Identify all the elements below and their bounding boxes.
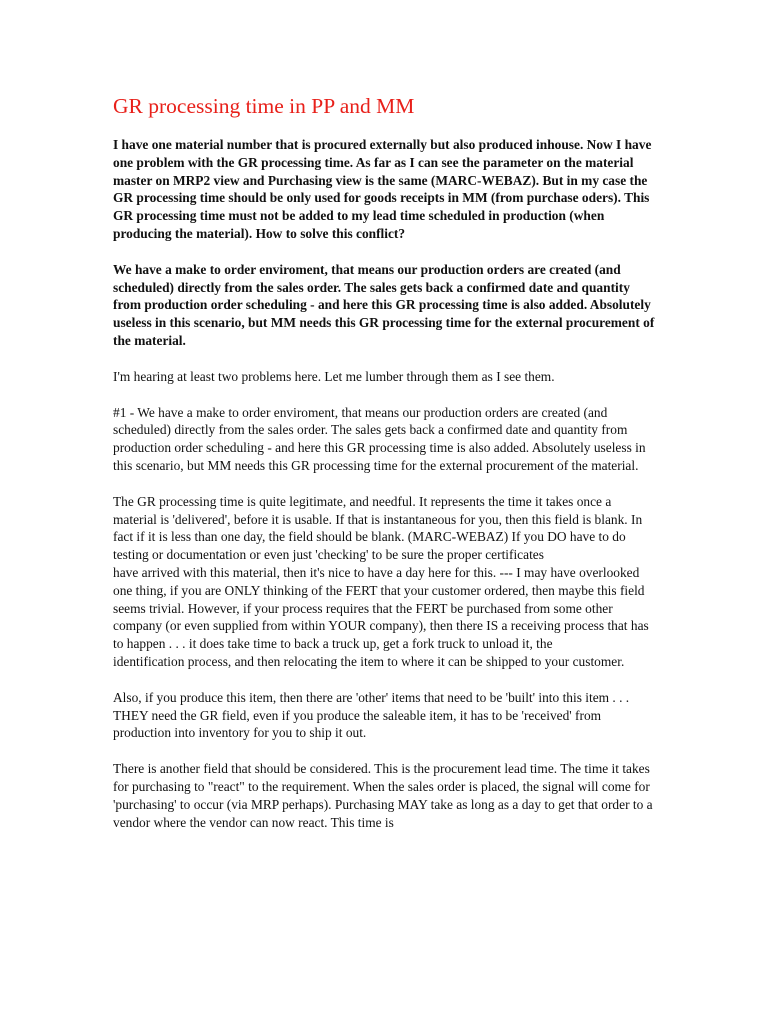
answer-produce-paragraph: Also, if you produce this item, then there are 'other' items that need to be 'built' into this item . . . THEY need the GR field, even if you produce the saleable item, it has to be 'received' from production into inventory for you to ship it out. [113, 689, 630, 741]
document-page [113, 92, 658, 849]
answer-point-1: #1 - We have a make to order enviroment, that means our production orders are created (and scheduled) directly from the sales order. The sales gets back a confirmed date and quantity from production order scheduling - and here this GR processing time is also added. Absolutely useless in this scenario, but MM needs this GR processing time for the external procurement of the material. [113, 404, 646, 473]
answer-gr-paragraph-part-c: identification process, and then relocating the item to where it can be shipped to your customer. [113, 653, 625, 669]
answer-intro: I'm hearing at least two problems here. Let me lumber through them as I see them. [113, 368, 555, 384]
question-paragraph-2: We have a make to order enviroment, that means our production orders are created (and scheduled) directly from the sales order. The sales gets back a confirmed date and quantity from production order scheduling - and here this GR processing time is also added. Absolutely useless in this scenario, but MM needs this GR processing time for the external procurement of the material. [113, 261, 655, 348]
answer-procurement-paragraph: There is another field that should be considered. This is the procurement lead time. The time it takes for purchasing to "react" to the requirement. When the sales order is placed, the signal will come for 'purchasing' to occur (via MRP perhaps). Purchasing MAY take as long as a day to get that order to a vendor where the vendor can now react. This time is [113, 761, 653, 830]
answer-gr-paragraph-part-b: have arrived with this material, then it's nice to have a day here for this. --- I may have overlooked one thing, if you are ONLY thinking of the FERT that your customer ordered, then maybe this field seems trivial. However, if your process requires that the FERT be purchased from some other company (or even supplied from within YOUR company), then there IS a receiving process that has to happen . . . it does take time to back a truck up, get a fork truck to unload it, the [113, 564, 649, 652]
answer-gr-paragraph-part-a: The GR processing time is quite legitimate, and needful. It represents the time it takes once a material is 'delivered', before it is usable. If that is instantaneous for you, then this field is blank. In fact if it is less than one day, the field should be blank. (MARC-WEBAZ) If you DO have to do testing or documentation or even just 'checking' to be sure the proper certificates [113, 493, 643, 563]
question-paragraph-1: I have one material number that is procured externally but also produced inhouse. Now I have one problem with the GR processing time. As far as I can see the parameter on the material master on MRP2 view and Purchasing view is the same (MARC-WEBAZ). But in my case the GR processing time should be only used for goods receipts in MM (from purchase oders). This GR processing time must not be added to my lead time scheduled in production (when producing the material). How to solve this conflict? [113, 137, 652, 241]
page-title: GR processing time in PP and MM [113, 94, 415, 118]
